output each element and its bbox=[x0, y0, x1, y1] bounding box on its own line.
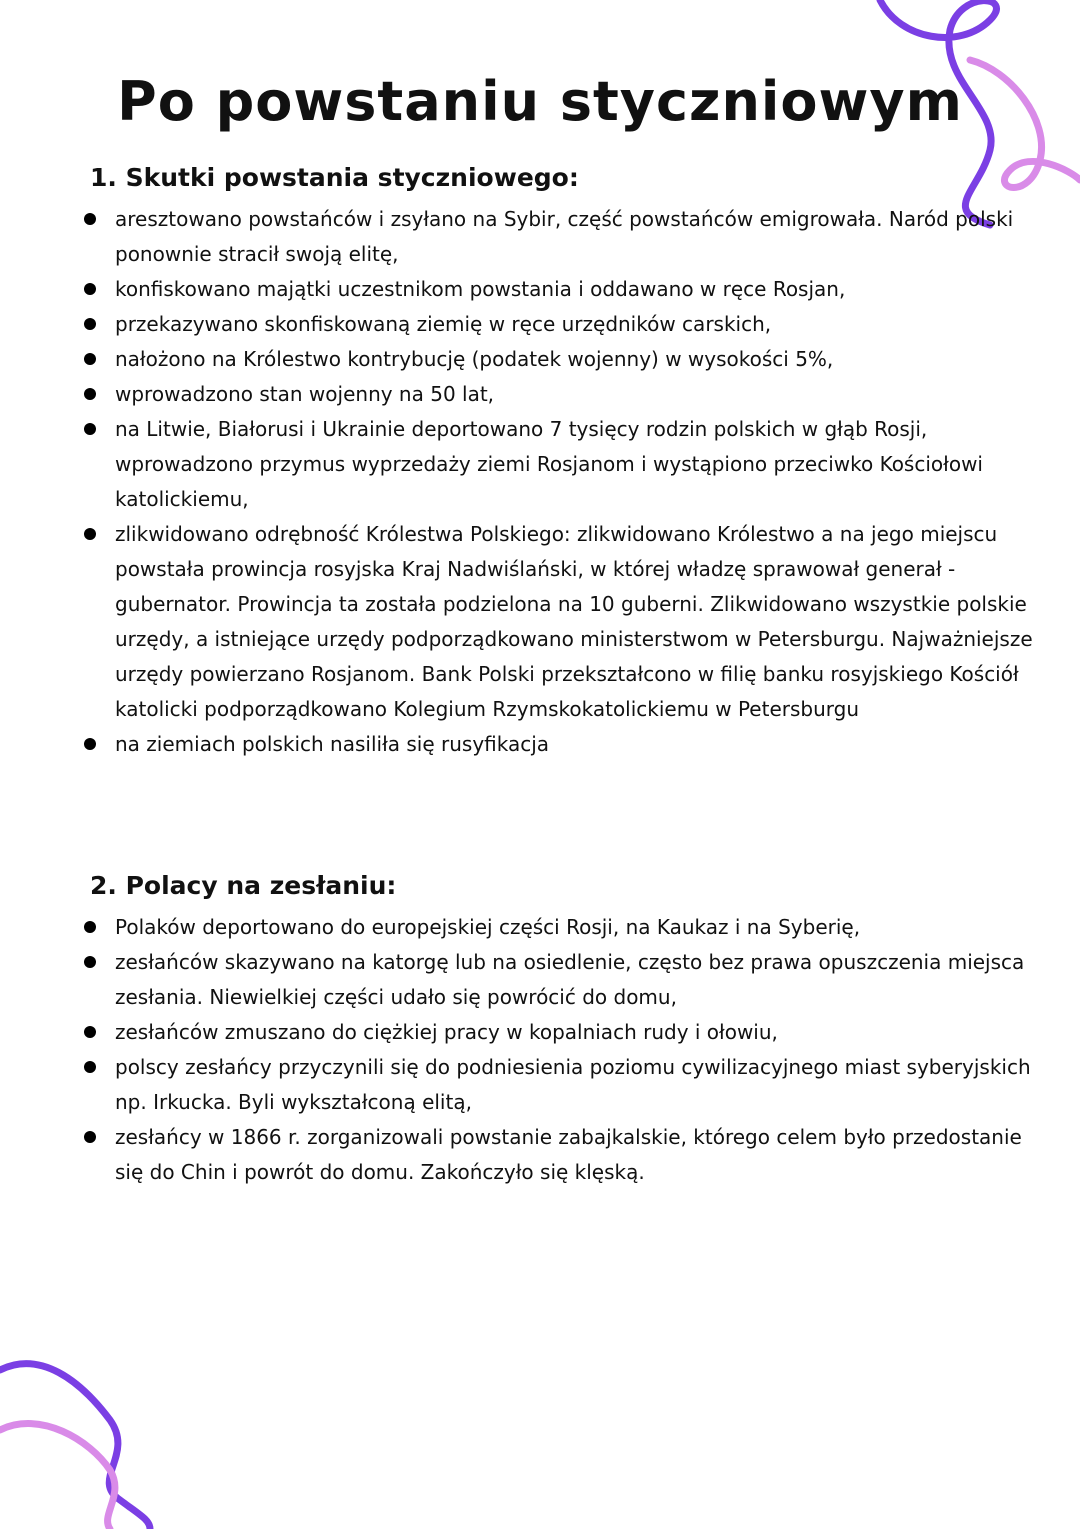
bullet-icon bbox=[84, 213, 96, 225]
section-heading: 2. Polacy na zesłaniu: bbox=[90, 871, 397, 900]
list-item: zesłańców zmuszano do ciężkiej pracy w kopalniach rudy i ołowiu, bbox=[0, 1015, 1080, 1050]
bullet-icon bbox=[84, 528, 96, 540]
bullet-icon bbox=[84, 388, 96, 400]
bullet-icon bbox=[84, 1026, 96, 1038]
section-zeslanie bbox=[0, 868, 1080, 1190]
bullet-icon bbox=[84, 956, 96, 968]
decorative-swirl-bottom-left bbox=[0, 1340, 240, 1529]
bullet-icon bbox=[84, 423, 96, 435]
section-heading: 1. Skutki powstania styczniowego: bbox=[90, 163, 579, 192]
list-item: na ziemiach polskich nasiliła się rusyfikacja bbox=[0, 727, 1080, 762]
list-item: Polaków deportowano do europejskiej części Rosji, na Kaukaz i na Syberię, bbox=[0, 910, 1080, 945]
page-title: Po powstaniu styczniowym bbox=[117, 70, 963, 133]
bullet-icon bbox=[84, 353, 96, 365]
list-item: polscy zesłańcy przyczynili się do podniesienia poziomu cywilizacyjnego miast syberyjskich np. Irkucka. Byli wykształconą elitą, bbox=[0, 1050, 1080, 1120]
bullet-icon bbox=[84, 1131, 96, 1143]
list-item: konfiskowano majątki uczestnikom powstania i oddawano w ręce Rosjan, bbox=[0, 272, 1080, 307]
bullet-icon bbox=[84, 921, 96, 933]
list-item: nałożono na Królestwo kontrybucję (podatek wojenny) w wysokości 5%, bbox=[0, 342, 1080, 377]
bullet-list bbox=[0, 910, 1080, 1190]
bullet-icon bbox=[84, 283, 96, 295]
bullet-icon bbox=[84, 318, 96, 330]
section-skutki bbox=[0, 160, 1080, 762]
list-item: aresztowano powstańców i zsyłano na Sybir, część powstańców emigrowała. Naród polski ponownie stracił swoją elitę, bbox=[0, 202, 1080, 272]
list-item: zlikwidowano odrębność Królestwa Polskiego: zlikwidowano Królestwo a na jego miejscu powstała prowincja rosyjska Kraj Nadwiślański, w której władzę sprawował generał - gubernator. Prowincja ta została podzielona na 10 guberni. Zlikwidowano wszystkie polskie urzędy, a istniejące urzędy podporządkowano ministerstwom w Petersburgu. Najważniejsze urzędy powierzano Rosjanom. Bank Polski przekształcono w filię banku rosyjskiego Kościół katolicki podporządkowano Kolegium Rzymskokatolickiemu w Petersburgu bbox=[0, 517, 1080, 727]
bullet-icon bbox=[84, 1061, 96, 1073]
list-item: przekazywano skonfiskowaną ziemię w ręce urzędników carskich, bbox=[0, 307, 1080, 342]
list-item: zesłańców skazywano na katorgę lub na osiedlenie, często bez prawa opuszczenia miejsca zesłania. Niewielkiej części udało się powrócić do domu, bbox=[0, 945, 1080, 1015]
bullet-icon bbox=[84, 738, 96, 750]
list-item: wprowadzono stan wojenny na 50 lat, bbox=[0, 377, 1080, 412]
bullet-list bbox=[0, 202, 1080, 762]
list-item: na Litwie, Białorusi i Ukrainie deportowano 7 tysięcy rodzin polskich w głąb Rosji, wprowadzono przymus wyprzedaży ziemi Rosjanom i wystąpiono przeciwko Kościołowi katolickiemu, bbox=[0, 412, 1080, 517]
list-item: zesłańcy w 1866 r. zorganizowali powstanie zabajkalskie, którego celem było przedostanie się do Chin i powrót do domu. Zakończyło się klęską. bbox=[0, 1120, 1080, 1190]
